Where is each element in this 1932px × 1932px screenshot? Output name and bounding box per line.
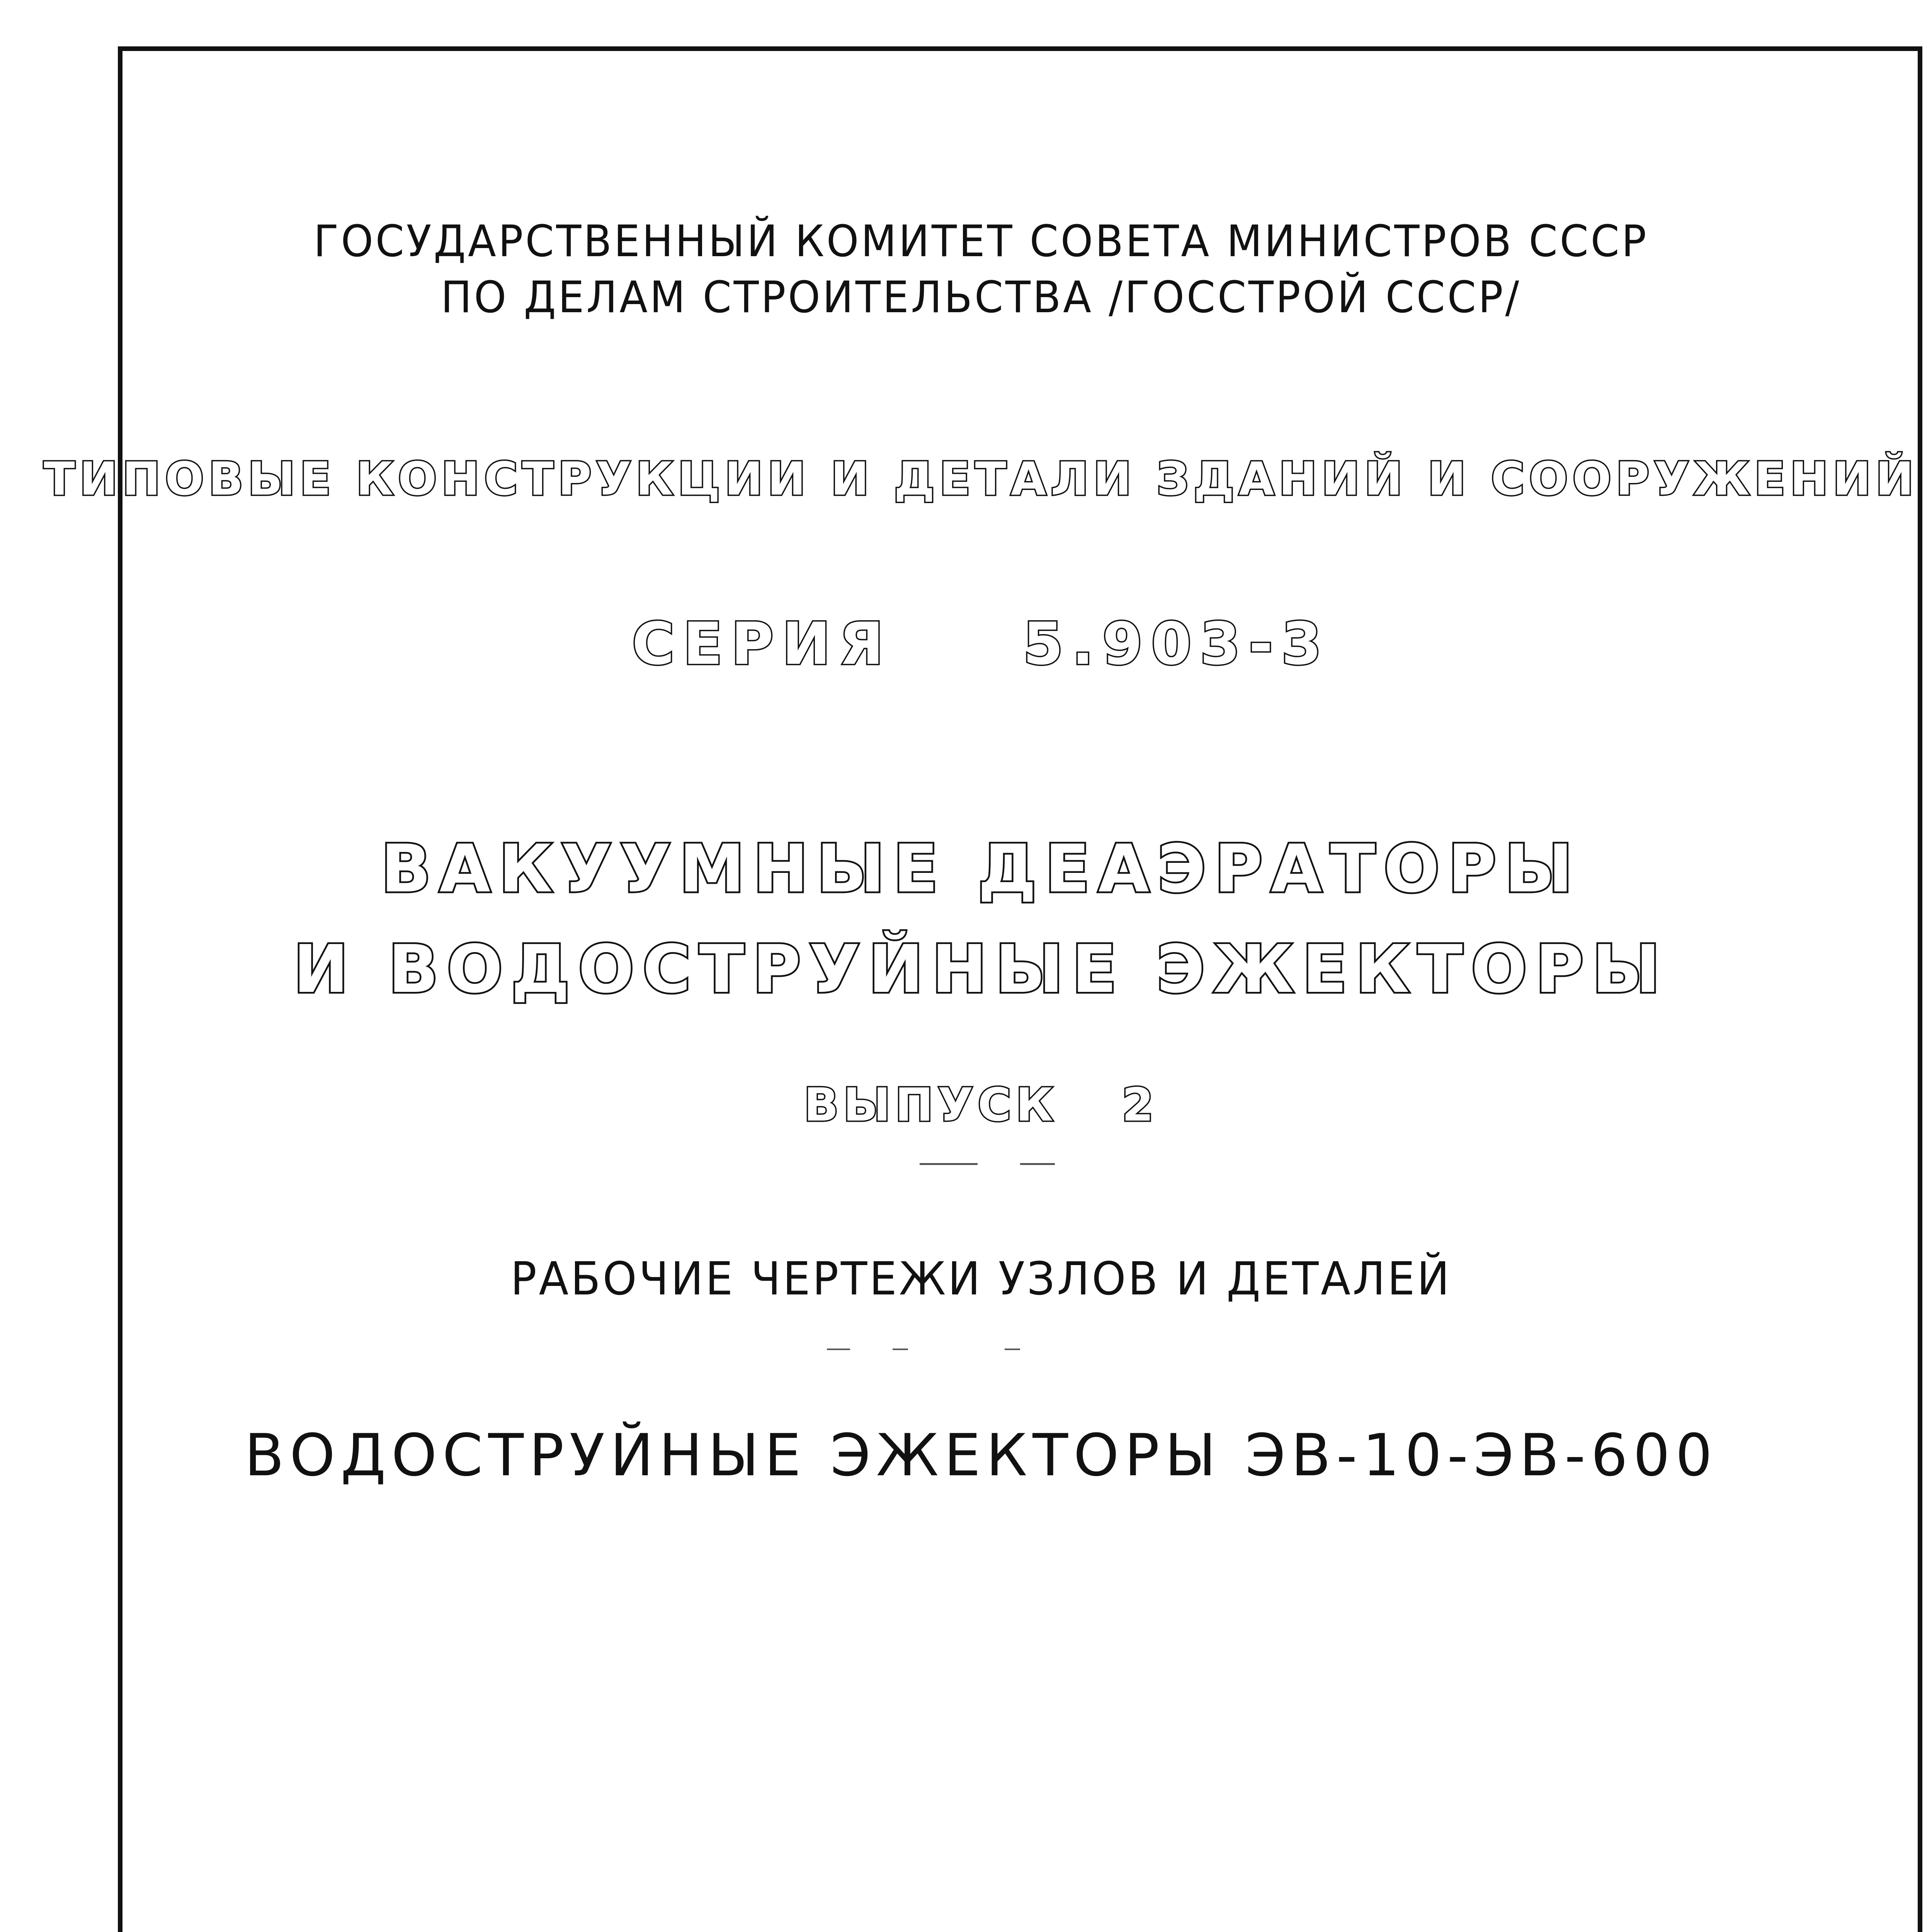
issue-number: 2 <box>1122 1078 1158 1131</box>
issue-label: ВЫПУСК <box>804 1078 1058 1131</box>
issue-line <box>0 1078 1932 1131</box>
series-number: 5.903-3 <box>1023 611 1330 678</box>
subtitle: РАБОЧИЕ ЧЕРТЕЖИ УЗЛОВ И ДЕТАЛЕЙ <box>510 1252 1452 1305</box>
divider-dash <box>1005 1349 1020 1350</box>
divider-dash <box>1020 1163 1055 1165</box>
series-line <box>0 611 1932 678</box>
series-label: СЕРИЯ <box>632 611 892 678</box>
main-title-line-2: И ВОДОСТРУЙНЫЕ ЭЖЕКТОРЫ <box>293 931 1669 1008</box>
product-title: ВОДОСТРУЙНЫЕ ЭЖЕКТОРЫ ЭВ-10-ЭВ-600 <box>244 1422 1718 1489</box>
collection-title: ТИПОВЫЕ КОНСТРУКЦИИ И ДЕТАЛИ ЗДАНИЙ И СООРУЖЕНИЙ <box>44 452 1918 505</box>
divider-dash <box>893 1349 908 1350</box>
header-line-2: ПО ДЕЛАМ СТРОИТЕЛЬСТВА /ГОССТРОЙ СССР/ <box>440 272 1522 323</box>
header-line-1: ГОСУДАРСТВЕННЫЙ КОМИТЕТ СОВЕТА МИНИСТРОВ СССР <box>313 216 1649 267</box>
main-title-line-1: ВАКУУМНЫЕ ДЕАЭРАТОРЫ <box>381 831 1582 907</box>
divider-dash <box>827 1349 850 1350</box>
divider-dash <box>920 1163 978 1165</box>
